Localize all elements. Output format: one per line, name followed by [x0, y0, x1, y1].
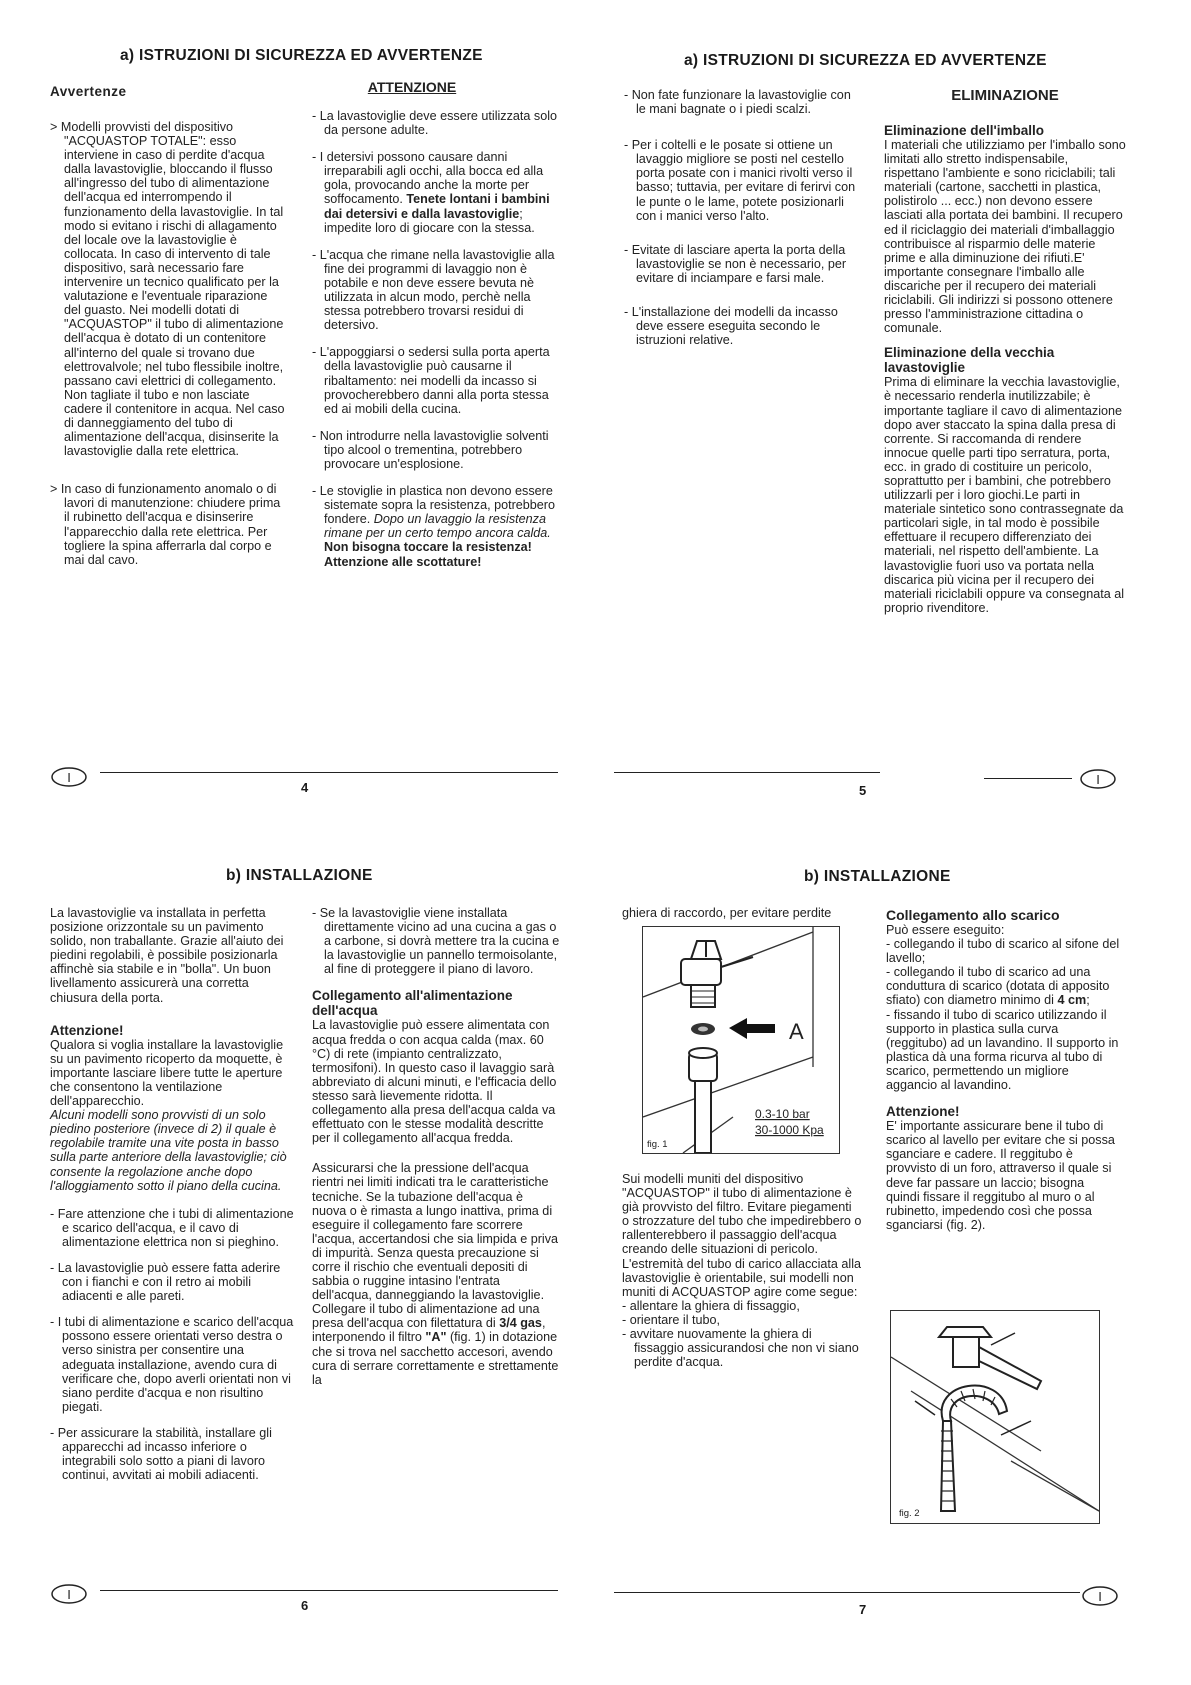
page6-col2	[312, 906, 560, 1396]
paragraph: Può essere eseguito:	[886, 923, 1005, 937]
list-item: - orientare il tubo,	[622, 1312, 721, 1327]
svg-text:I: I	[1096, 772, 1100, 787]
bullet-italic: Dopo un lavaggio la resistenza rimane per un certo tempo ancora calda.	[324, 512, 551, 541]
bullet: - L'appoggiarsi o sedersi sulla porta aperta della lavastoviglie può causarne il ribaltamento: nei modelli da incasso si provocherebbero danni alla porta stessa ed ai mobili della cucina.	[312, 345, 550, 416]
bullet-text: - Le stoviglie in plastica non devono essere sistemate sopra la resistenza, potrebbero fondere.	[312, 484, 556, 527]
page7-title: b) INSTALLAZIONE	[804, 868, 951, 885]
bullet-bold: Non bisogna toccare la resistenza! Attenzione alle scottature!	[324, 540, 532, 569]
bullet: - La lavastoviglie deve essere utilizzata solo da persone adulte.	[312, 109, 558, 138]
figure-label: fig. 1	[647, 1139, 668, 1150]
paragraph-text: (fig. 1) in dotazione che si trova nel sacchetto accesori, avendo cura di serrare correttamente e strettamente la	[312, 1330, 559, 1387]
page7-col1-lower	[622, 1172, 862, 1369]
bullet	[312, 150, 558, 235]
list-item: - avvitare nuovamente la ghiera di fissaggio assicurandosi che non vi siano perdite d'acqua.	[622, 1327, 859, 1370]
bullet: - Se la lavastoviglie viene installata direttamente vicino ad una cucina a gas o a carbone, si dovrà mettere tra la cucina e la lavastoviglie un pannello termoisolante, al fine di proteggere il piano di lavoro.	[312, 906, 560, 977]
page5-col1	[624, 88, 864, 356]
page7-col2	[886, 908, 1120, 1241]
subheading: Eliminazione dell'imballo	[884, 123, 1044, 138]
list-text: ;	[1086, 993, 1090, 1008]
page5-title: a) ISTRUZIONI DI SICUREZZA ED AVVERTENZE	[684, 52, 1047, 69]
footer-rule	[984, 778, 1072, 779]
paragraph: La lavastoviglie può essere alimentata con acqua fredda o con acqua calda (max. 60 °C) di rete (impianto centralizzato, termosifoni). In questo caso il lavaggio sarà abbreviato di alcuni minuti, e l'efficacia dello stesso sarà lievemente ridotta. Il collegamento alla presa dell'acqua calda va effettuato con le stesse modalità descritte per il collegamento all'acqua fredda.	[312, 1018, 557, 1146]
page4-col1	[50, 84, 286, 576]
page4-col2	[312, 80, 558, 578]
figure-label: fig. 2	[899, 1508, 920, 1519]
figure-1-water-inlet	[642, 926, 840, 1154]
subheading: Collegamento all'alimentazione dell'acqua	[312, 988, 513, 1019]
section-heading: Avvertenze	[50, 84, 127, 99]
paragraph: > In caso di funzionamento anomalo o di lavori di manutenzione: chiudere prima il rubinetto dell'acqua e disinserire l'apparecchio dalla rete elettrica. Per togliere la spina afferrarla dal corpo e mai dal cavo.	[50, 482, 281, 567]
subheading: Collegamento allo scarico	[886, 907, 1060, 923]
list-item	[886, 965, 1120, 1007]
bullet: - Per assicurare la stabilità, installare gli apparecchi ad incasso inferiore o integrabili solo sotto a piani di lavoro continui, avvitati ai mobili adiacenti.	[50, 1425, 272, 1483]
page5-col2	[884, 88, 1126, 624]
footer-rule	[100, 772, 558, 773]
subheading: Attenzione!	[886, 1104, 960, 1120]
svg-text:I: I	[67, 1587, 71, 1602]
list-bold: 4 cm	[1057, 993, 1087, 1008]
footer-rule	[614, 1592, 1080, 1593]
bullet-text: - I detersivi possono causare danni irreparabili agli occhi, alla bocca ed alla gola, provocando anche la morte per soffocamento.	[312, 150, 544, 207]
bullet: - L'acqua che rimane nella lavastoviglie alla fine dei programmi di lavaggio non è potabile e non deve essere bevuta nè utilizzata in alcun modo, perchè nella stessa potrebbero trovarsi residui di detersivo.	[312, 247, 555, 333]
page-number: 5	[859, 783, 867, 798]
figure-2-drain-hose	[890, 1310, 1100, 1524]
bullet: - L'installazione dei modelli da incasso deve essere eseguita secondo le istruzioni relative.	[624, 305, 838, 348]
paragraph-italic: Alcuni modelli sono provvisti di un solo piedino posteriore (invece di 2) il quale è regolabile tramite una vite posta in basso sulla parte anteriore della lavastoviglie; ciò consente la regolazione anche dopo l'alloggiamento sotto il piano della cucina.	[50, 1108, 287, 1193]
paragraph: Prima di eliminare la vecchia lavastoviglie, è necessario renderla inutilizzabile; è importante tagliare il cavo di alimentazione dopo aver staccato la spina dalla presa di corrente. Si raccomanda di rendere innocue quelle parti tipo serratura, porta, ecc. in grado di costituire un pericolo, soprattutto per i bambini, che potrebbero utilizzarli per i loro giochi.Le parti in materiale sintetico sono contrassegnate da particolari sigle, in tal modo è possibile effettuare il recupero differenziato dei materiali, nel rispetto dell'ambiente. La lavastoviglie fuori uso va portata nella discarica più vicina per il recupero dei materiali riciclabili oppure va consegnata al proprio rivenditore.	[884, 375, 1125, 615]
page-number: 7	[859, 1602, 867, 1617]
paragraph: E' importante assicurare bene il tubo di scarico al lavello per evitare che si possa sganciare e cadere. Il reggitubo è provvisto di un foro, attraverso il quale si deve far passare un laccio; bisogna quindi fissare il reggitubo al muro o al rubinetto, impedendo così che possa sganciarsi (fig. 2).	[886, 1119, 1115, 1232]
bullet-text: ; impedite loro di giocare con la stessa.	[324, 206, 535, 235]
paragraph-bold: "A"	[425, 1330, 447, 1345]
paragraph: Qualora si voglia installare la lavastoviglie su un pavimento ricoperto da moquette, è importante lasciare libere tutte le aperture che consentono la ventilazione dell'apparecchio.	[50, 1037, 284, 1109]
page7-col1	[622, 906, 858, 920]
language-i-icon	[50, 767, 88, 787]
list-item: - collegando il tubo di scarico al sifone del lavello;	[886, 937, 1120, 966]
bullet: - Fare attenzione che i tubi di alimentazione e scarico dell'acqua, e il cavo di alimentazione elettrica non si pieghino.	[50, 1206, 294, 1249]
paragraph: La lavastoviglie va installata in perfetta posizione orizzontale su un pavimento solido, non traballante. Grazie all'aiuto dei piedini regolabili, è possibile posizionarla affinchè sia stabile e in "bolla". Un buon livellamento assicurerà una corretta chiusura della porta.	[50, 906, 284, 1005]
subheading: Eliminazione della vecchia lavastoviglie	[884, 345, 1055, 376]
subheading: Attenzione!	[50, 1022, 124, 1038]
paragraph: Sui modelli muniti del dispositivo "ACQUASTOP" il tubo di alimentazione è già provvisto del filtro. Evitare piegamenti o strozzature del tubo che impedirebbero o rallenterebbero il passaggio dell'acqua creando delle situazioni di pericolo. L'estremità del tubo di carico allacciata alla lavastoviglie è orientabile, sui modelli non muniti di ACQUASTOP agire come segue:	[622, 1172, 862, 1299]
paragraph: I materiali che utilizziamo per l'imballo sono limitati allo stretto indispensabile, rispettano l'ambiente e sono riciclabili; tali materiali (cartone, sacchetti in plastica, polistirolo ... ecc.) non devono essere lasciati alla portata dei bambini. Il recupero ed il riciclaggio dei materiali d'imballaggio contribuisce al risparmio delle materie prime e alla diminuzione dei rifiuti.E' importante consegnare l'imballo alle discariche per il recupero dei materiali riciclabili. Gli indirizzi si possono ottenere presso l'amministrazione cittadina o comunale.	[884, 138, 1126, 336]
list-text: - collegando il tubo di scarico ad una conduttura di scarico (dotata di apposito sfiato) con diametro minimo di	[886, 965, 1110, 1008]
page6-col1	[50, 906, 294, 1491]
page-number: 6	[301, 1598, 309, 1613]
paragraph: ghiera di raccordo, per evitare perdite	[622, 906, 832, 920]
page6-title: b) INSTALLAZIONE	[226, 867, 373, 884]
footer-rule	[100, 1590, 558, 1591]
paragraph: > Modelli provvisti del dispositivo "ACQUASTOP TOTALE": esso interviene in caso di perdite d'acqua dalla lavastoviglie, bloccando il flusso all'ingresso del tubo di alimentazione dell'acqua ed interrompendo il funzionamento della lavastoviglie. In tal modo si evitano i rischi di allagamento del locale ove la lavastoviglie è collocata. In caso di intervento di tale dispositivo, sarà necessario fare intervenire un tecnico qualificato per la valutazione e l'eventuale riparazione del guasto. Nei modelli dotati di "ACQUASTOP" il tubo di alimentazione dell'acqua è dotato di un contenitore all'interno del quale si trovano due elettrovalvole; nel tubo flessibile inoltre, passano cavi elettrici di collegamento. Non tagliate il tubo e non lasciate cadere il contenitore in acqua. Nel caso di danneggiamento del tubo di alimentazione dell'acqua, disinserite la lavastoviglie dalla rete elettrica.	[50, 120, 285, 459]
pressure-kpa-label: 30-1000 Kpa	[755, 1123, 824, 1137]
paragraph-text: , interponendo il filtro	[312, 1316, 546, 1345]
page4-title: a) ISTRUZIONI DI SICUREZZA ED AVVERTENZE	[120, 47, 483, 64]
paragraph-text: Assicurarsi che la pressione dell'acqua rientri nei limiti indicati tra le caratteristiche tecniche. Se la tubazione dell'acqua è nuova o è rimasta a lungo inattiva, prima di eseguire il collegamento fare scorrere l'acqua, accertandosi che sia limpida e priva di impurità. Senza questa precauzione si corre il rischio che eventuali depositi di sabbia o ruggine intasino l'entrata dell'acqua, danneggiando la lavastoviglie. Collegare il tubo di alimentazione ad una presa dell'acqua con filettatura di	[312, 1161, 559, 1331]
svg-text:I: I	[67, 770, 71, 785]
list-item: - fissando il tubo di scarico utilizzando il supporto in plastica sulla curva (reggitubo) ad un lavandino. Il supporto in plastica dà una forma ricurva al tubo di scarico, permettendo un migliore aggancio al lavandino.	[886, 1007, 1119, 1093]
language-i-icon	[1081, 1586, 1119, 1606]
pressure-bar-label: 0.3-10 bar	[755, 1107, 810, 1121]
bullet: - Non introdurre nella lavastoviglie solventi tipo alcool o trementina, potrebbero provocare un'esplosione.	[312, 428, 549, 471]
bullet: - La lavastoviglie può essere fatta aderire con i fianchi e con il retro ai mobili adiacenti e alle pareti.	[50, 1260, 281, 1304]
section-heading: ELIMINAZIONE	[951, 87, 1059, 104]
bullet: - I tubi di alimentazione e scarico dell'acqua possono essere orientati verso destra o verso sinistra per consentire una adeguata installazione, avendo cura di verificare che, dopo averli orientati non vi siano perdite d'acqua e non risultino piegati.	[50, 1315, 294, 1414]
svg-text:I: I	[1098, 1589, 1102, 1604]
bullet	[312, 484, 558, 569]
bullet-bold: Tenete lontani i bambini dai detersivi e dalla lavastoviglie	[324, 192, 550, 221]
language-i-icon	[50, 1584, 88, 1604]
list-item: - allentare la ghiera di fissaggio,	[622, 1298, 800, 1313]
paragraph-bold: 3/4 gas	[499, 1316, 542, 1331]
attention-heading: ATTENZIONE	[367, 79, 457, 95]
footer-rule	[614, 772, 880, 773]
paragraph	[312, 1161, 560, 1387]
language-i-icon	[1079, 769, 1117, 789]
bullet: - Non fate funzionare la lavastoviglie con le mani bagnate o i piedi scalzi.	[624, 88, 851, 117]
bullet: - Per i coltelli e le posate si ottiene un lavaggio migliore se posti nel cestello porta posate con i manici rivolti verso il basso; tuttavia, per evitare di ferirvi con le punte o le lame, potete posizionarli con i manici verso l'alto.	[624, 138, 856, 223]
bullet: - Evitate di lasciare aperta la porta della lavastoviglie se non è necessario, per evitare di inciampare e farsi male.	[624, 242, 847, 285]
figure-letter-a: A	[789, 1019, 804, 1044]
page-number: 4	[301, 780, 309, 795]
